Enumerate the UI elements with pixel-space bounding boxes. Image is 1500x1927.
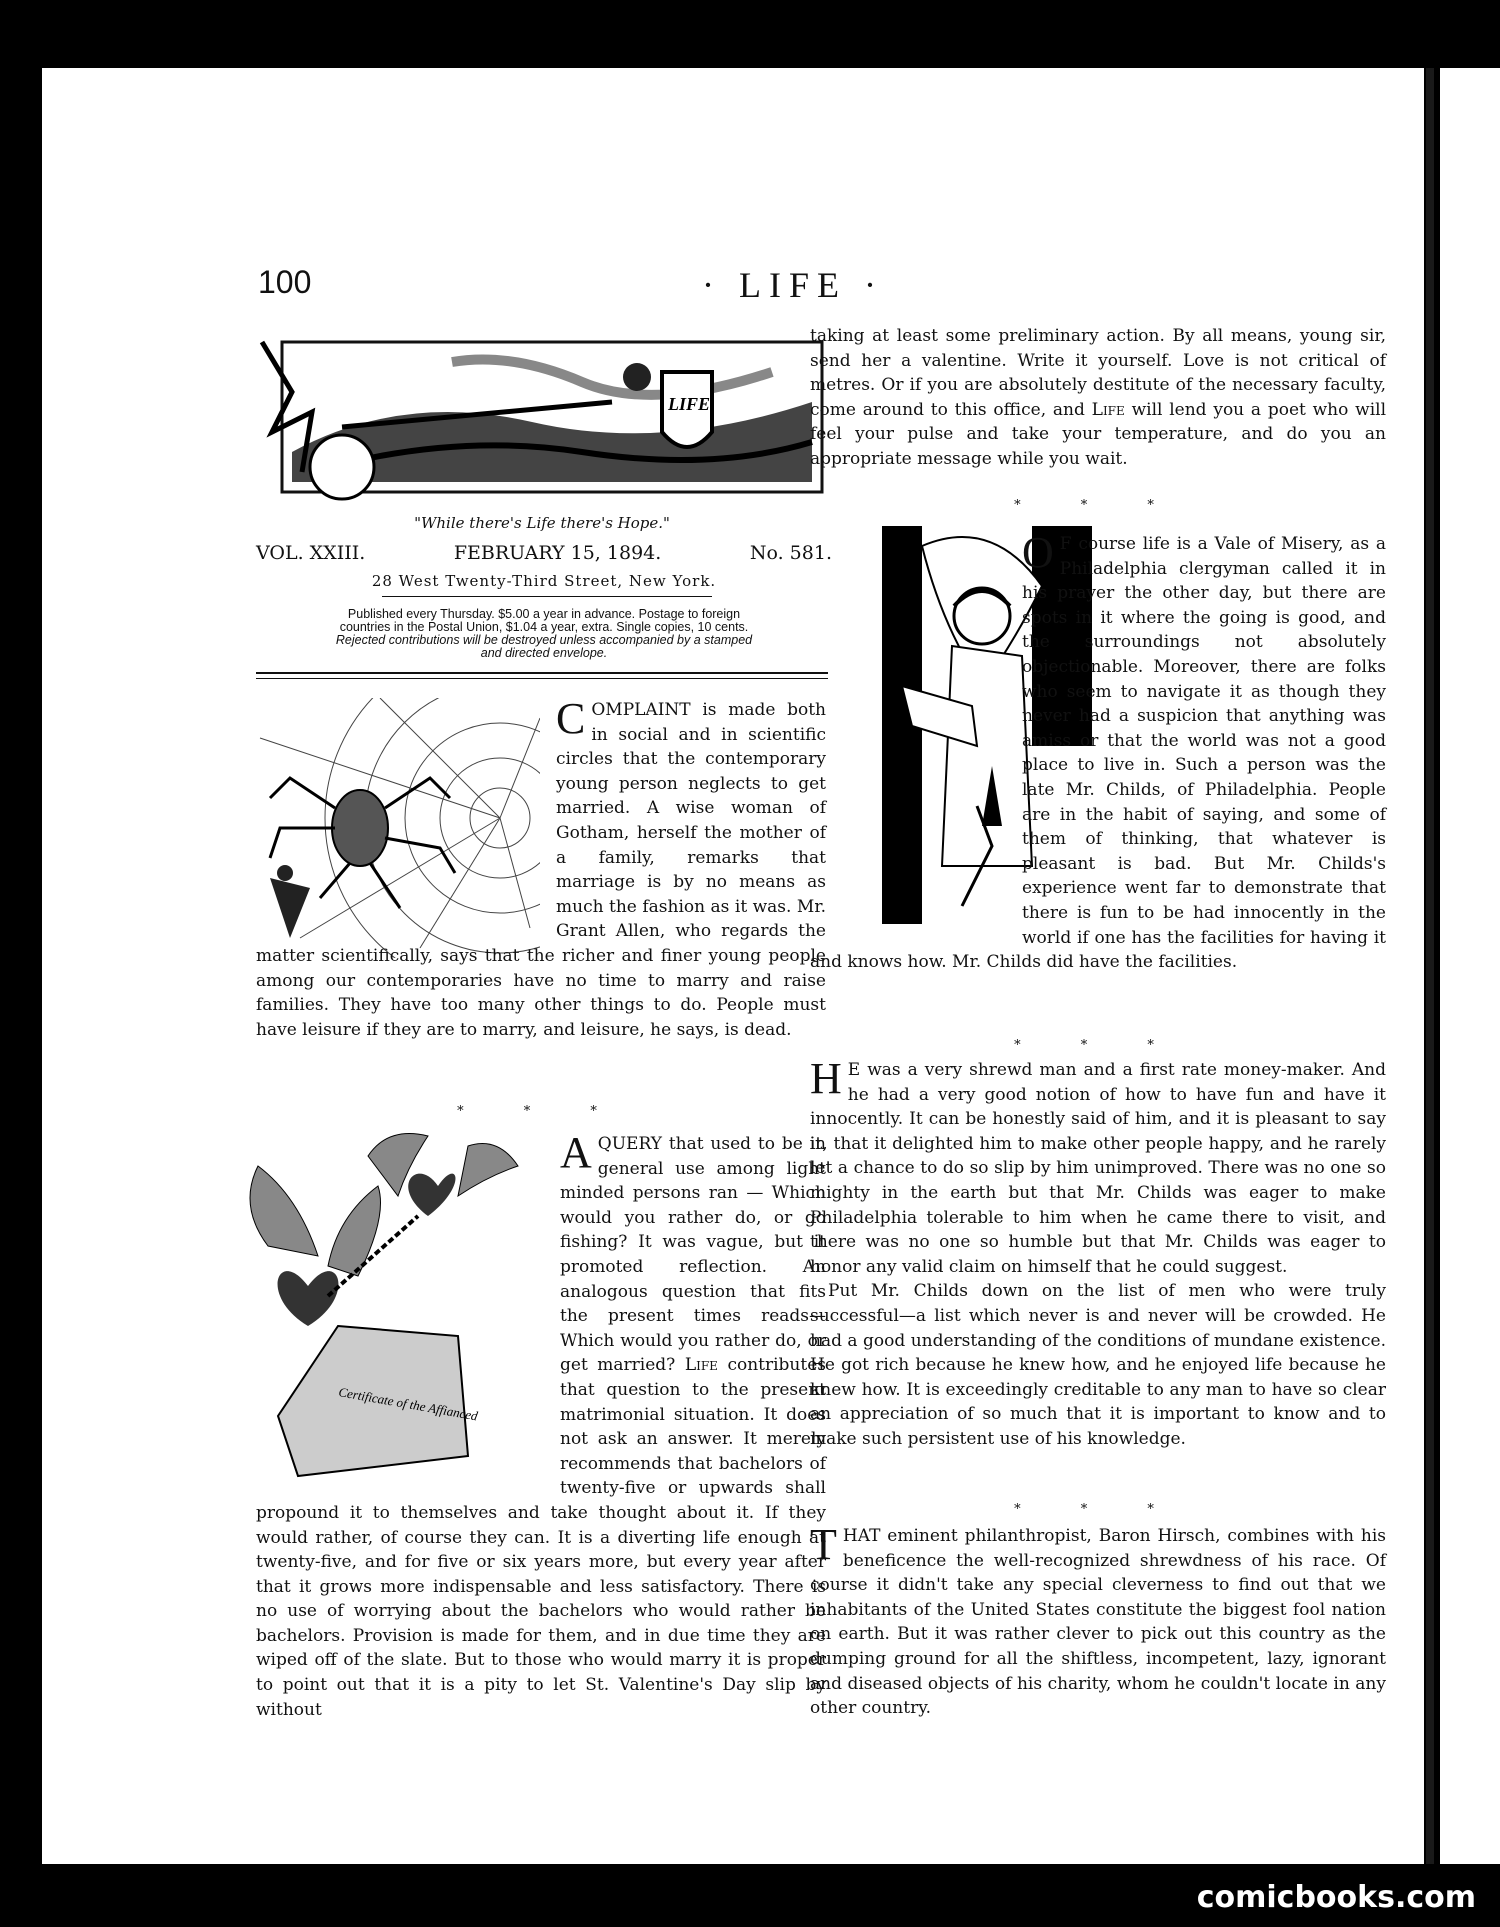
header-rule-thin <box>256 678 828 679</box>
volume: VOL. XXIII. <box>256 542 366 564</box>
article-hirsch <box>810 1520 1386 1721</box>
section-separator: * * * <box>457 1104 625 1119</box>
article-text: will lend you a poet who will feel your pulse and take your temperature, and do you an appropriate message while you wait. <box>810 399 1387 469</box>
banner-shield-text: LIFE <box>668 394 711 414</box>
section-separator: * * * <box>1014 1502 1182 1517</box>
section-separator: * * * <box>1014 1038 1182 1053</box>
pub-info-line: Rejected contributions will be destroyed unless accompanied by a stamped <box>335 633 753 647</box>
drop-cap: T <box>810 1520 837 1569</box>
issue-date: FEBRUARY 15, 1894. <box>453 542 662 564</box>
article-childs <box>810 1054 1386 1452</box>
article-valentine <box>810 324 1386 472</box>
watermark: comicbooks.com <box>1196 1880 1476 1915</box>
article-text: Put Mr. Childs down on the list of men who were truly successful—a list which never is and never will be crowded. He had a good understanding of the conditions of mundane existence. He got rich because he knew how, and he enjoyed life because he knew how. It is exceedingly creditable to any man to have so clear an appreciation of so much that it is important to know and to make such persistent use of his knowledge. <box>810 1281 1386 1449</box>
page-header <box>42 264 1424 314</box>
lead-word: OMPLAINT <box>591 700 691 720</box>
publication-info <box>256 608 832 660</box>
lead-word: QUERY <box>597 1134 662 1154</box>
next-page-edge <box>1440 68 1500 1864</box>
header-rule <box>256 672 828 674</box>
article-text: F course life is a Vale of Misery, as a Philadelphia clergyman called it in his prayer the other day, but there are spots in it where the going is good, and the surroundings not absolutely objectionable. Moreover, there are folks who seem to navigate it as though they never had a suspicion that anything was amiss or that the world was not a good place to live in. Such a person was the late Mr. Childs, of Philadelphia. People are in the habit of saying, and some of them of thinking, that whatever is pleasant is bad. But Mr. Childs's experience went far to demonstrate that there is fun to be had innocently in the world if one has the facilities for having it and knows how. Mr. Childs did have the facilities. <box>810 534 1386 973</box>
drop-cap: H <box>810 1054 842 1103</box>
article-text: E was a very shrewd man and a first rate money-maker. And he had a very good notion of how to have fun and have it innocently. It can be honestly said of him, and it is pleasant to say it, that it delighted him to make other people happy, and he rarely let a chance to do so slip by him unimproved. There was no one so mighty in the earth but that Mr. Childs was eager to make Philadelphia tolerable to him when he came there to visit, and there was no one so humble but that Mr. Childs was eager to honor any valid claim on himself that he could suggest. <box>810 1060 1386 1277</box>
issue-number: No. 581. <box>749 542 832 564</box>
drop-cap: O <box>1022 528 1054 577</box>
banner-illustration <box>252 332 832 504</box>
drop-cap: C <box>556 694 586 743</box>
masthead: · LIFE · <box>702 265 884 305</box>
pub-info-line: and directed envelope. <box>480 646 608 660</box>
drop-cap: A <box>560 1128 592 1177</box>
page-number: 100 <box>258 264 312 300</box>
volume-line <box>256 542 832 564</box>
pub-info-line: Published every Thursday. $5.00 a year in advance. Postage to foreign <box>347 607 741 621</box>
article-text: is made both in social and in scientific circles that the contemporary young person neglects to get married. A wise woman of Gotham, herself the mother of a family, remarks that marriage is by no means as much the fashion as it was. Mr. Grant Allen, who regards the matter scientifically, says that the richer and finer young people among our contemporaries have no time to marry and raise families. They have too many other things to do. People must have leisure if they are to marry, and leisure, he says, is dead. <box>256 700 826 1040</box>
motto: "While there's Life there's Hope." <box>414 514 670 532</box>
article-text: contributes that question to the present matrimonial situation. It does not ask an answer. It merely recommends that bachelors of twenty-five or upwards shall propound it to themselves and take thought about it. If they would rather, of course they can. It is a diverting life enough at twenty-five, and for five or six years more, but every year after that it grows more indispensable and less satisfactory. There is no use of worrying about the bachelors who would rather be bachelors. Provision is made for them, and in due time they are wiped off of the slate. But to those who would marry it is proper to point out that it is a pity to let St. Valentine's Day slip by without <box>256 1355 826 1720</box>
certificate-text: Certificate of the Affianced <box>337 1384 479 1424</box>
magazine-page <box>42 68 1424 1864</box>
article-vale <box>810 528 1386 975</box>
article-text: taking at least some preliminary action. By all means, young sir, send her a valentine. Write it yourself. Love is not critical of metres. Or if you are absolutely destitute of the necessary faculty, come around to this office, and <box>810 326 1386 420</box>
address-rule <box>382 596 712 597</box>
page-spine <box>1426 68 1434 1864</box>
address: 28 West Twenty-Third Street, New York. <box>371 572 717 590</box>
life-name: Life <box>684 1355 718 1376</box>
article-complaint <box>256 694 826 1042</box>
article-query <box>256 1128 827 1722</box>
life-name: Life <box>1091 399 1125 420</box>
article-text: HAT eminent philanthropist, Baron Hirsch, combines with his beneficence the well-recognized shrewdness of his race. Of course it didn't take any special cleverness to find out that we inhabitants of the United States constitute the biggest fool nation on earth. But it was rather clever to pick out this country as the dumping ground for all the shiftless, incompetent, lazy, ignorant and diseased objects of his charity, whom he couldn't locate in any other country. <box>810 1526 1386 1719</box>
pub-info-line: countries in the Postal Union, $1.04 a year, extra. Single copies, 10 cents. <box>339 620 749 634</box>
article-text: that used to be in general use among light minded persons ran — Which would you rather do, or go fishing? It was vague, but it promoted reflection. An analogous question that fits the present times reads—Which would you rather do, or get married? <box>560 1134 827 1376</box>
section-separator: * * * <box>1014 498 1182 513</box>
